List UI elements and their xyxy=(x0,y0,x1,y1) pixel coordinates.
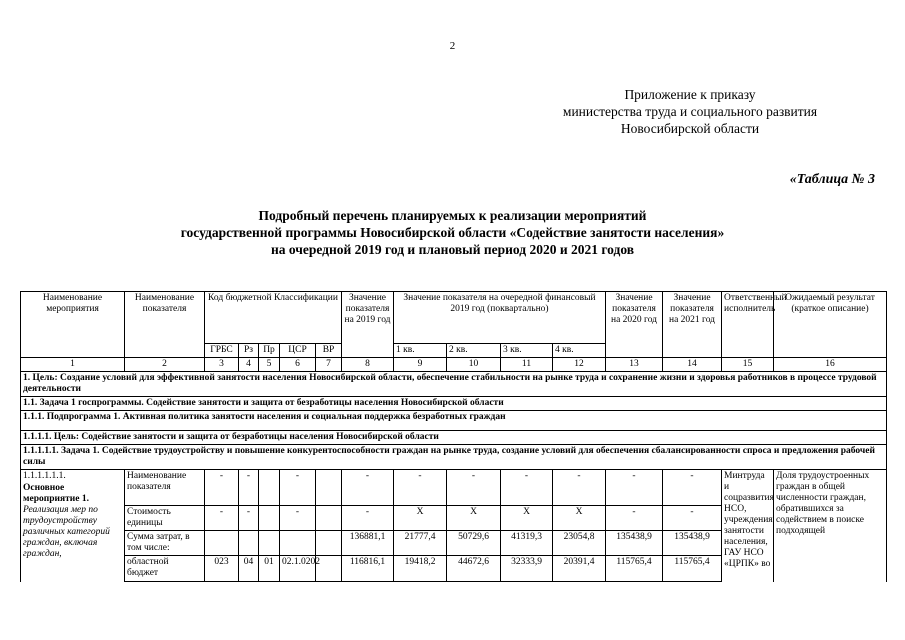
cell-pr xyxy=(259,531,280,556)
cell-vr xyxy=(316,506,342,531)
responsible-cell: Минтруда и соцразвития НСО, учреждения занятости населения, ГАУ НСО «ЦРПК» во xyxy=(722,470,774,582)
col-number: 15 xyxy=(722,358,774,372)
col-number: 8 xyxy=(342,358,394,372)
header-quarterly: Значение показателя на очередной финансовый 2019 год (поквартально) xyxy=(394,292,606,344)
column-number-row xyxy=(21,358,887,372)
table-row xyxy=(21,470,887,506)
cell-q2: 50729,6 xyxy=(447,531,501,556)
cell-q1: 19418,2 xyxy=(394,556,447,582)
header-q3: 3 кв. xyxy=(501,344,553,358)
header-q2: 2 кв. xyxy=(447,344,501,358)
indicator-name: Наименование показателя xyxy=(125,470,205,506)
section-row xyxy=(21,411,887,431)
col-number: 7 xyxy=(316,358,342,372)
cell-pr: 01 xyxy=(259,556,280,582)
cell-q3: X xyxy=(501,506,553,531)
cell-2021: - xyxy=(663,470,722,506)
col-number: 16 xyxy=(774,358,887,372)
cell-vr xyxy=(316,470,342,506)
cell-q4: 23054,8 xyxy=(553,531,606,556)
table-number: «Таблица № 3 xyxy=(789,172,875,187)
cell-pr xyxy=(259,506,280,531)
cell-q3: 41319,3 xyxy=(501,531,553,556)
section-subtask: 1.1.1.1.1. Задача 1. Содействие трудоустройству и повышение конкурентоспособности граждан на рынке труда, создание условий для обеспечения сбалансированности спроса и предложения рабочей силы xyxy=(21,445,887,470)
page-number: 2 xyxy=(449,40,456,52)
section-task: 1.1. Задача 1 госпрограммы. Содействие занятости и защита от безработицы населения Новосибирской области xyxy=(21,397,887,411)
events-table xyxy=(20,291,887,582)
cell-q2: 44672,6 xyxy=(447,556,501,582)
cell-q1: - xyxy=(394,470,447,506)
title-line-3: на очередной 2019 год и плановый период 2020 и 2021 годов xyxy=(270,242,635,257)
cell-grbs: - xyxy=(205,470,239,506)
section-row xyxy=(21,372,887,397)
header-row xyxy=(21,292,887,344)
result-cell: Доля трудоустроенных граждан в общей численности граждан, обратившихся за содействием в поиске подходящей xyxy=(774,470,887,582)
cell-2021: 135438,9 xyxy=(663,531,722,556)
cell-csr: 02.1.0202 xyxy=(280,556,316,582)
col-number: 3 xyxy=(205,358,239,372)
col-number: 9 xyxy=(394,358,447,372)
cell-vr xyxy=(316,531,342,556)
indicator-name: Сумма затрат, в том числе: xyxy=(125,531,205,556)
cell-csr: - xyxy=(280,506,316,531)
cell-2019: 116816,1 xyxy=(342,556,394,582)
header-grbs: ГРБС xyxy=(205,344,239,358)
section-row xyxy=(21,445,887,470)
cell-q4: 20391,4 xyxy=(553,556,606,582)
header-rz: Рз xyxy=(239,344,259,358)
appendix-line-1: Приложение к приказу xyxy=(624,87,756,102)
cell-pr xyxy=(259,470,280,506)
cell-q1: X xyxy=(394,506,447,531)
cell-csr: - xyxy=(280,470,316,506)
cell-q2: X xyxy=(447,506,501,531)
col-number: 4 xyxy=(239,358,259,372)
appendix-line-2: министерства труда и социального развития xyxy=(562,104,818,119)
event-description: Реализация мер по трудоустройству различных категорий граждан, включая граждан, xyxy=(23,505,110,559)
cell-q3: 32333,9 xyxy=(501,556,553,582)
title-line-2: государственной программы Новосибирской области «Содействие занятости населения» xyxy=(180,225,725,240)
section-row xyxy=(21,397,887,411)
cell-2019: - xyxy=(342,506,394,531)
col-number: 13 xyxy=(606,358,663,372)
indicator-name: Стоимость единицы xyxy=(125,506,205,531)
cell-q4: - xyxy=(553,470,606,506)
header-pr: Пр xyxy=(259,344,280,358)
cell-csr xyxy=(280,531,316,556)
col-number: 14 xyxy=(663,358,722,372)
cell-grbs: 023 xyxy=(205,556,239,582)
event-code: 1.1.1.1.1.1. xyxy=(23,471,66,481)
col-number: 5 xyxy=(259,358,280,372)
section-row xyxy=(21,431,887,445)
cell-2019: 136881,1 xyxy=(342,531,394,556)
col-number: 6 xyxy=(280,358,316,372)
cell-2020: 135438,9 xyxy=(606,531,663,556)
cell-q1: 21777,4 xyxy=(394,531,447,556)
header-q1: 1 кв. xyxy=(394,344,447,358)
document-title xyxy=(0,207,905,258)
appendix-line-3: Новосибирской области xyxy=(620,121,760,136)
cell-grbs: - xyxy=(205,506,239,531)
cell-q4: X xyxy=(553,506,606,531)
header-event-name: Наименование мероприятия xyxy=(21,292,125,358)
section-goal: 1. Цель: Создание условий для эффективной занятости населения Новосибирской области, обеспечение стабильности на рынке труда и сохранение жизни и здоровья работников в процессе трудовой деятельности xyxy=(21,372,887,397)
header-value-2020: Значение показателя на 2020 год xyxy=(606,292,663,358)
header-vr: ВР xyxy=(316,344,342,358)
header-q4: 4 кв. xyxy=(553,344,606,358)
title-line-1: Подробный перечень планируемых к реализации мероприятий xyxy=(258,208,647,223)
cell-q3: - xyxy=(501,470,553,506)
cell-rz: - xyxy=(239,506,259,531)
section-subgoal: 1.1.1.1. Цель: Содействие занятости и защита от безработицы населения Новосибирской области xyxy=(21,431,887,445)
cell-rz: 04 xyxy=(239,556,259,582)
col-number: 2 xyxy=(125,358,205,372)
header-budget-code: Код бюджетной Классификации xyxy=(205,292,342,344)
col-number: 11 xyxy=(501,358,553,372)
header-responsible: Ответственный исполнитель xyxy=(722,292,774,358)
cell-2020: - xyxy=(606,470,663,506)
cell-2020: - xyxy=(606,506,663,531)
appendix-block xyxy=(480,86,900,137)
col-number: 10 xyxy=(447,358,501,372)
cell-grbs xyxy=(205,531,239,556)
header-value-2019: Значение показателя на 2019 год xyxy=(342,292,394,358)
col-number: 1 xyxy=(21,358,125,372)
event-cell xyxy=(21,470,125,582)
header-indicator-name: Наименование показателя xyxy=(125,292,205,358)
indicator-name: областной бюджет xyxy=(125,556,205,582)
cell-2021: 115765,4 xyxy=(663,556,722,582)
cell-rz xyxy=(239,531,259,556)
cell-rz: - xyxy=(239,470,259,506)
col-number: 12 xyxy=(553,358,606,372)
header-value-2021: Значение показателя на 2021 год xyxy=(663,292,722,358)
cell-q2: - xyxy=(447,470,501,506)
section-subprogram: 1.1.1. Подпрограмма 1. Активная политика занятости населения и социальная поддержка безработных граждан xyxy=(21,411,887,431)
cell-2019: - xyxy=(342,470,394,506)
event-name: Основное мероприятие 1. xyxy=(23,483,89,504)
cell-2020: 115765,4 xyxy=(606,556,663,582)
header-result: Ожидаемый результат (краткое описание) xyxy=(774,292,887,358)
cell-2021: - xyxy=(663,506,722,531)
header-csr: ЦСР xyxy=(280,344,316,358)
